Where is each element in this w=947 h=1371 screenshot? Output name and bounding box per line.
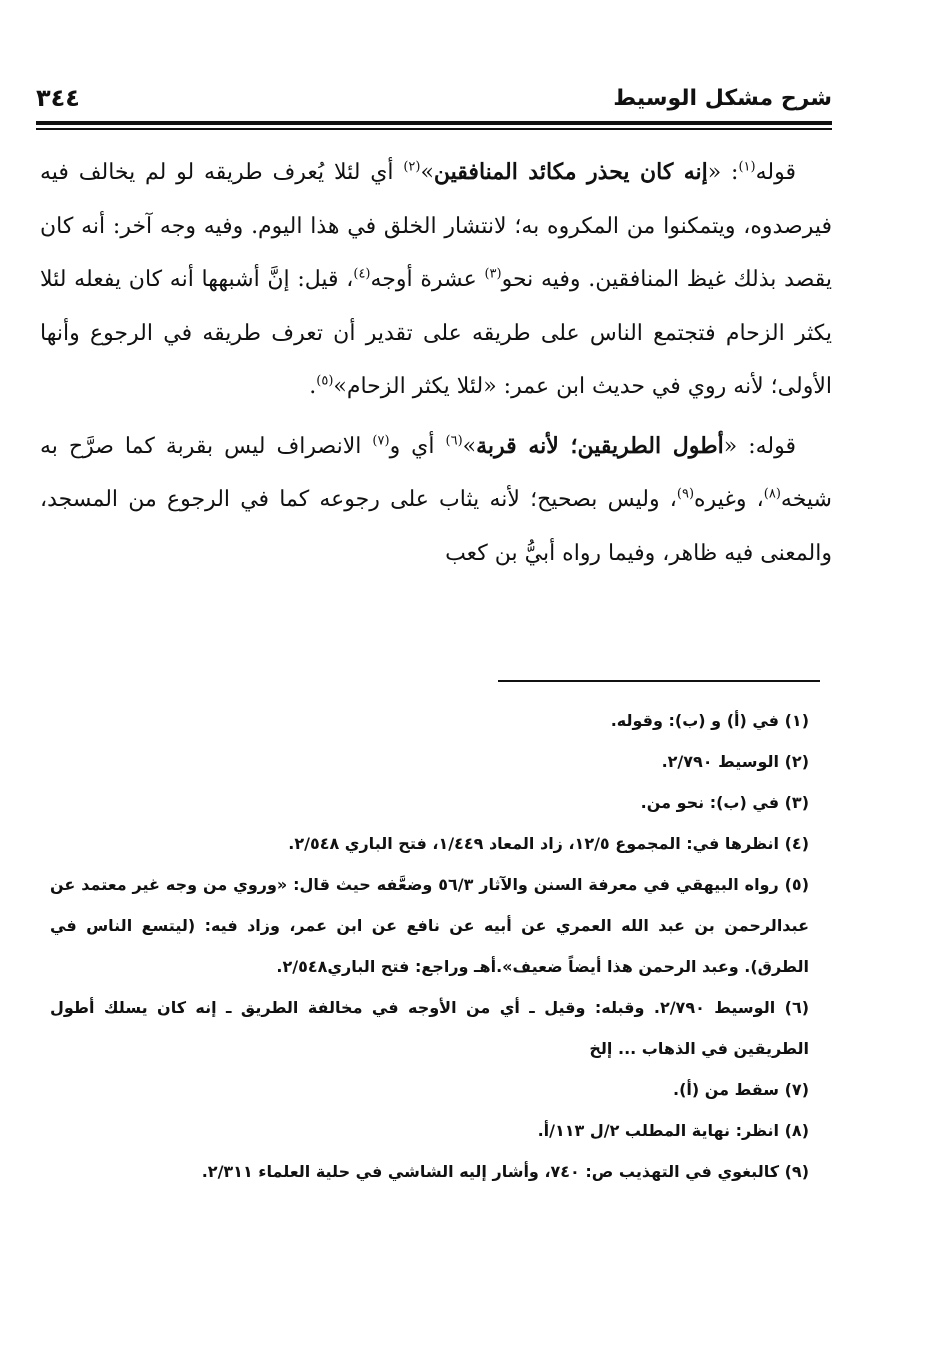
footnote-ref-1: (١) — [738, 159, 756, 175]
text-run: قوله — [755, 160, 796, 185]
footnote-3: (٣) في (ب): نحو من. — [640, 793, 809, 812]
footnote-ref-3: (٣) — [484, 266, 502, 282]
footnote-ref-8: (٨) — [763, 486, 781, 502]
quoted-phrase: أطول الطريقين؛ لأنه قربة — [476, 432, 724, 459]
paragraph-2 — [40, 420, 832, 581]
footnote-8: (٨) انظر: نهاية المطلب ٢/ل ١١٣/أ. — [537, 1121, 809, 1140]
header-title: شرح مشكل الوسيط — [613, 86, 832, 111]
text-run: ، وغيره — [694, 487, 764, 512]
main-text — [40, 146, 832, 580]
text-run: ، وليس بصحيح؛ لأنه يثاب على رجوعه كما في الرجوع من المسجد، والمعنى فيه ظاهر، وفيما رواه أبيُّ بن كعب — [40, 487, 832, 566]
text-run: قوله: « — [723, 433, 796, 459]
quoted-phrase: إنه كان يحذر مكائد المنافقين — [433, 159, 708, 185]
text-run: أي و — [389, 433, 446, 459]
footnote-6: (٦) الوسيط ٢/٧٩٠. وقبله: وقيل ـ أي من الأوجه في مخالفة الطريق ـ إنه كان يسلك أطول الطريقين في الذهاب ... إلخ — [50, 998, 810, 1058]
page-number: ٣٤٤ — [36, 84, 80, 112]
footnote-5: (٥) رواه البيهقي في معرفة السنن والآثار ٥٦/٣ وضعَّفه حيث قال: «وروي من وجه غير معتمد عن عبدالرحمن بن عبد الله العمري عن أبيه عن نافع عن ابن عمر، وزاد فيه: (ليتسع الناس في الطرق). وعبد الرحمن هذا أيضاً ضعيف».أهـ وراجع: فتح الباري٢/٥٤٨. — [50, 875, 809, 976]
footnote-separator — [498, 680, 820, 682]
footnote-9: (٩) كالبغوي في التهذيب ص: ٧٤٠، وأشار إليه الشاشي في حلية العلماء ٢/٣١١. — [201, 1162, 809, 1181]
footnote-1: (١) في (أ) و (ب): وقوله. — [610, 711, 809, 730]
footnote-2: (٢) الوسيط ٢/٧٩٠. — [661, 752, 809, 771]
text-run: » — [462, 433, 477, 459]
footnote-ref-4: (٤) — [353, 266, 371, 282]
paragraph-1 — [40, 146, 832, 414]
footnote-ref-6: (٦) — [445, 433, 463, 449]
text-run: . — [309, 374, 317, 399]
text-run: أي لئلا يُعرف طريقه لو لم يخالف فيه فيرصدوه، ويتمكنوا من المكروه به؛ لانتشار الخلق في هذا اليوم. وفيه وجه آخر: أنه كان يقصد بذلك غيظ المنافقين. وفيه نحو — [40, 160, 832, 292]
text-run: » — [420, 160, 434, 185]
footnote-ref-5: (٥) — [316, 373, 334, 389]
text-run: : « — [707, 160, 739, 185]
footnote-ref-9: (٩) — [676, 486, 695, 502]
footnote-4: (٤) انظرها في: المجموع ١٢/٥، زاد المعاد ١/٤٤٩، فتح الباري ٢/٥٤٨. — [288, 834, 809, 853]
footnote-ref-7: (٧) — [372, 433, 390, 449]
text-run: عشرة أوجه — [370, 267, 485, 292]
header-rule-thin — [36, 128, 832, 130]
footnotes — [50, 700, 809, 1192]
text-run: ، قيل: إنَّ أشبهها أنه كان يفعله لئلا يكثر الزحام فتجتمع الناس على طريقه على تقدير أن تعرف طريقه في الرجوع وأنها الأولى؛ لأنه روي في حديث ابن عمر: «لئلا يكثر الزحام» — [40, 267, 832, 399]
footnote-ref-2: (٢) — [403, 159, 421, 175]
text-run: الانصراف ليس بقربة كما صرَّح به شيخه — [40, 433, 832, 512]
footnote-7: (٧) سقط من (أ). — [673, 1080, 809, 1099]
running-header — [36, 82, 832, 118]
header-rule-thick — [36, 121, 832, 125]
